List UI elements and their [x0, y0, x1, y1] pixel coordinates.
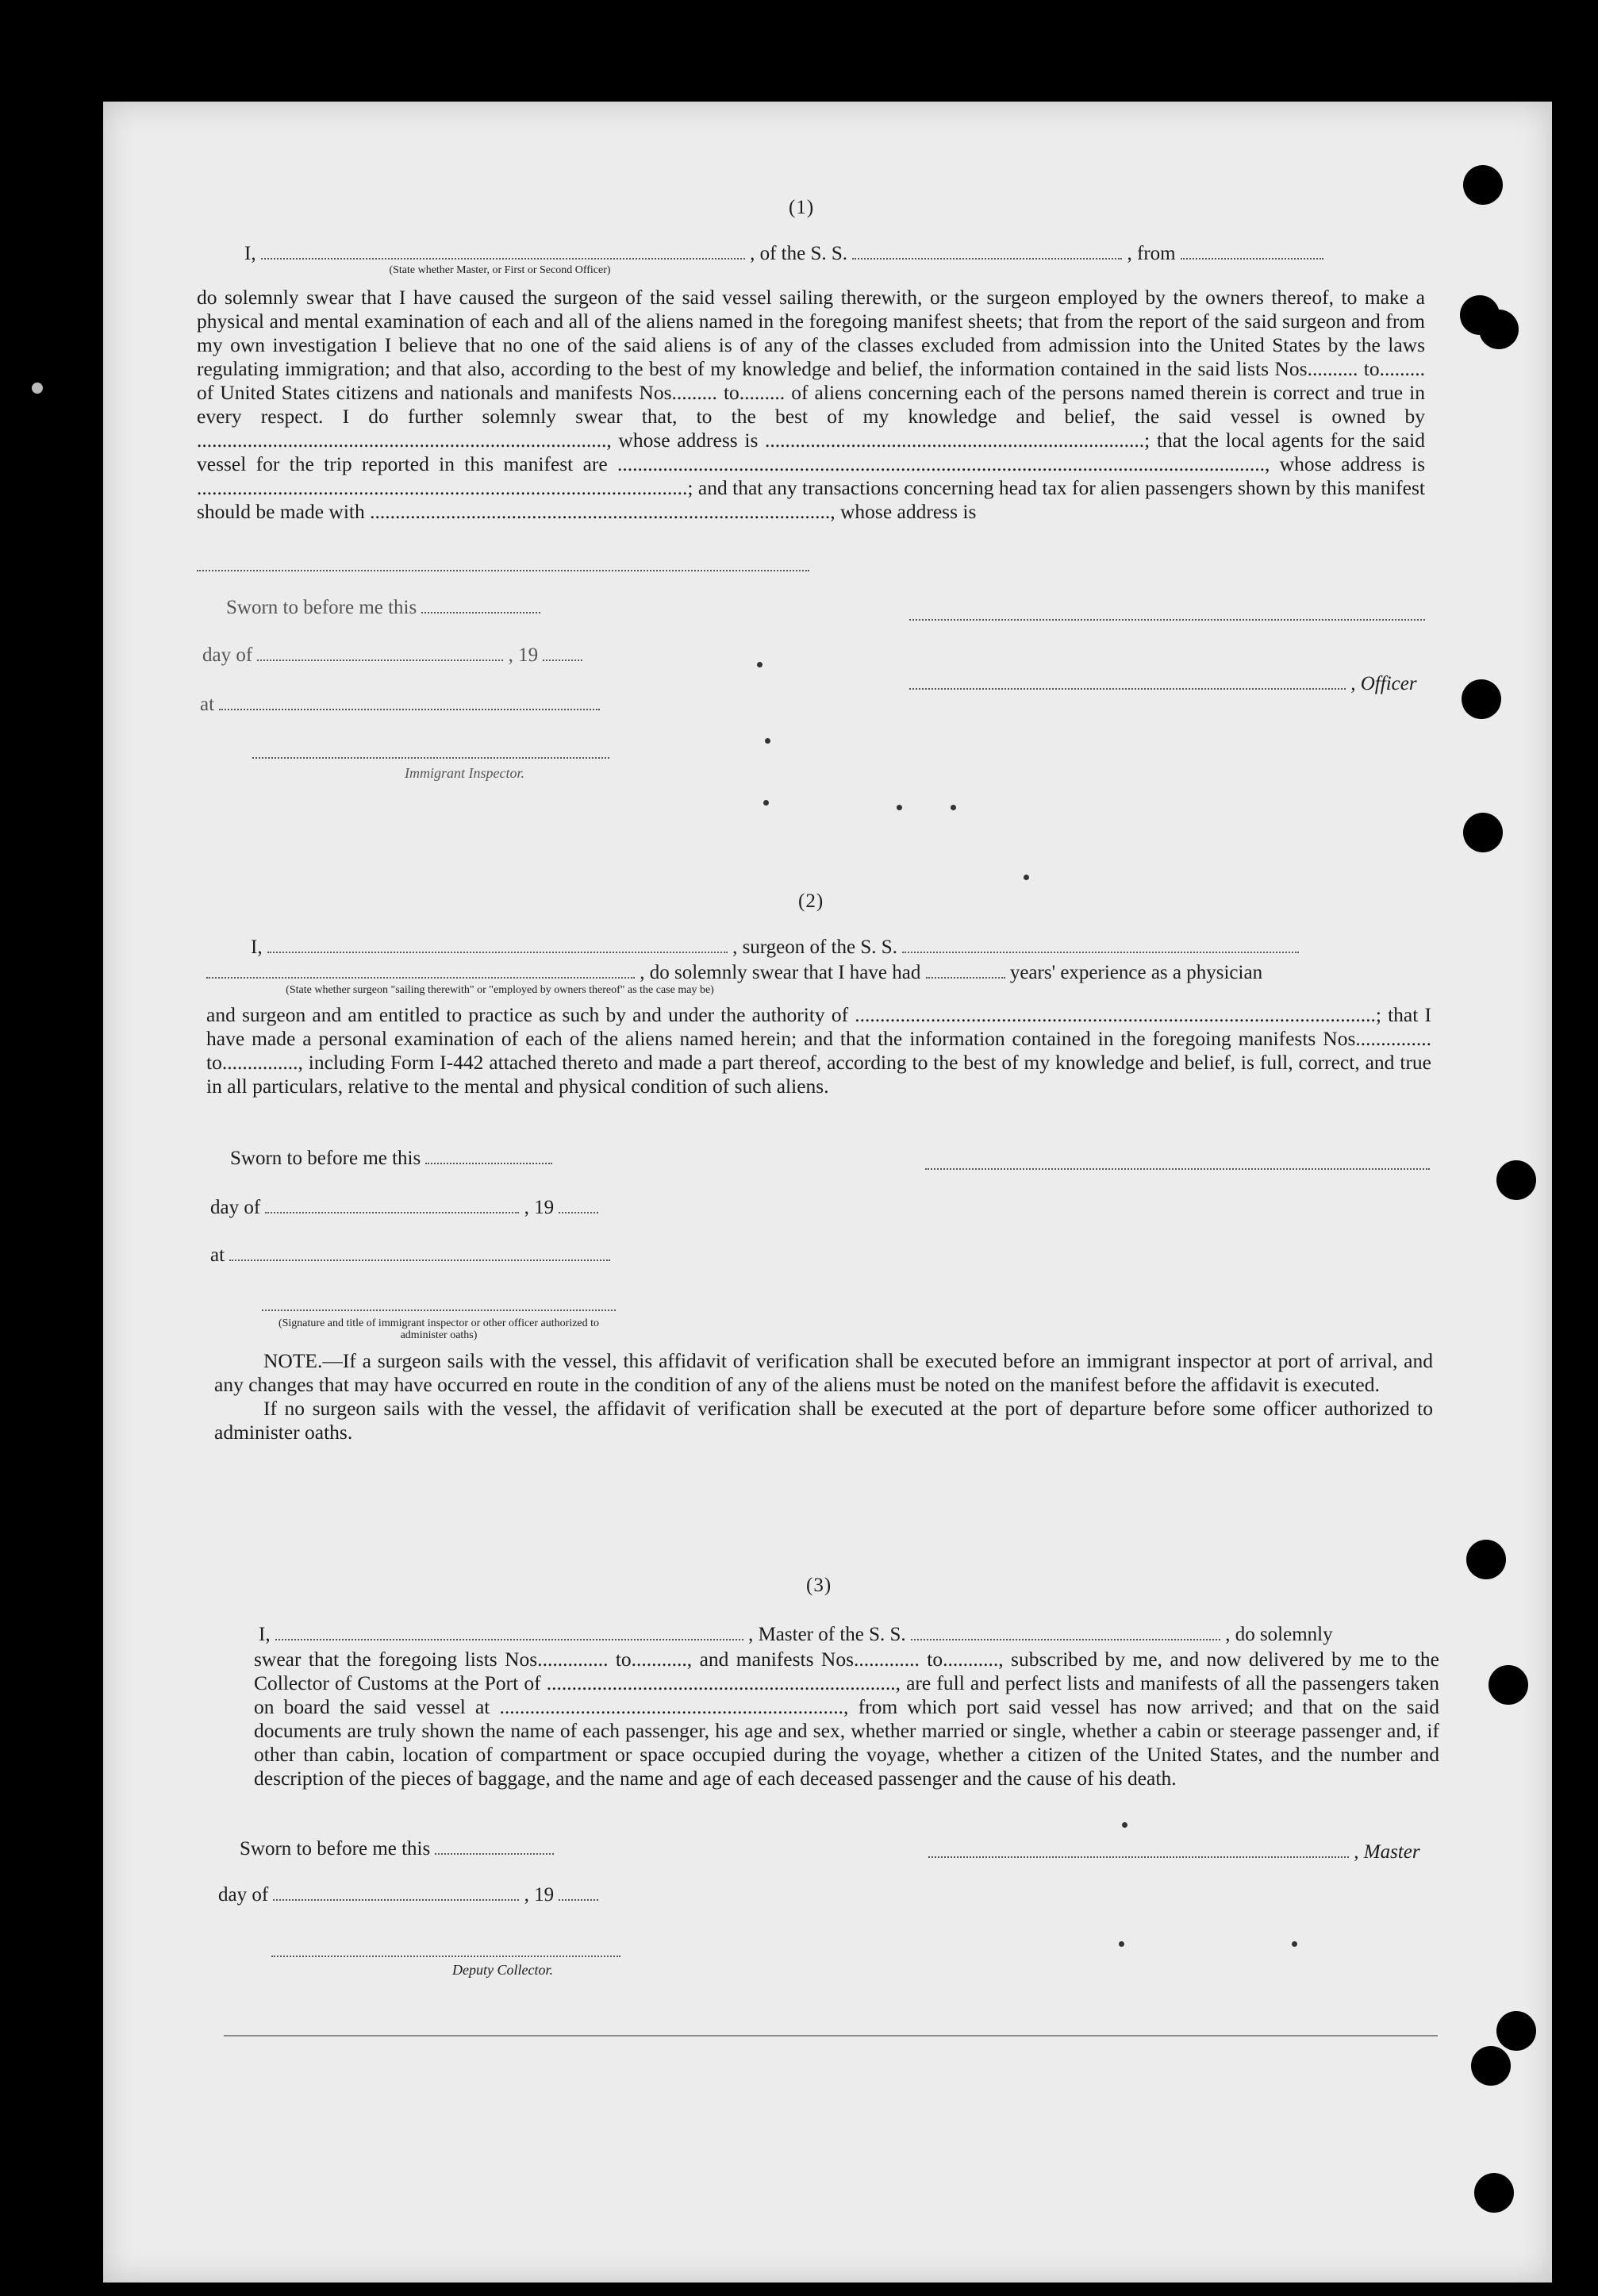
section-1-paragraph: do solemnly swear that I have caused the surgeon of the said vessel sailing therewith, or the surgeon employed by the owners thereof, to make a physical and mental examination of each and all of the aliens named in the foregoing manifest sheets; that from the report of the said surgeon and from my own investigation I believe that no one of the said aliens is of any of the classes excluded from admission into the United States by the laws regulating immigration; and that also, according to the best of my knowledge and belief, the information contained in the said lists Nos.......... to......... of United States citizens and nationals and manifests Nos......... to......... of aliens concerning each of the persons named therein is correct and true in every respect. I do further solemnly swear that, to the best of my knowledge and belief, the said vessel is owned by ................................................................................., whose address is ...........................................................................; that the local agents for the said vessel for the trip reported in this manifest are ................................................................................................................................, whose address is .................................................................................................; and that any transactions concerning head tax for alien passengers shown by this manifest should be made with ..........................................................................................., whose address is	[197, 286, 1425, 523]
pronoun-i: I,	[259, 1624, 271, 1645]
punch-hole	[1479, 310, 1519, 349]
section-1-number: (1)	[789, 197, 815, 218]
section-1-day-line	[202, 644, 582, 667]
sworn-day-field	[425, 1148, 552, 1164]
master-name-field	[275, 1625, 743, 1640]
speck	[757, 662, 763, 667]
speck	[1024, 875, 1029, 880]
bottom-divider	[224, 2035, 1438, 2036]
section-2-signature-note: (Signature and title of immigrant inspector or other officer authorized to administer oaths)	[278, 1317, 600, 1341]
speck	[1292, 1941, 1297, 1947]
inspector-signature-line	[252, 757, 609, 759]
at-label: at	[210, 1244, 225, 1266]
section-3-body: swear that the foregoing lists Nos.............. to..........., and manifests Nos............. to..........., subscribed by me, and now delivered by me to the Collector of Customs at the Port of ....................................................................., are full and perfect lists and manifests of all the passengers taken on board the said vessel at ...................................................................., from which port said vessel has now arrived; and that on the said documents are truly shown the name of each passenger, his age and sex, whether married or single, whether a cabin or steerage passenger and, if other than cabin, location of compartment or space occupied during the voyage, whether a citizen of the United States, and the number and description of the pieces of baggage, and the name and age of each deceased passenger and the cause of his death.	[254, 1648, 1439, 1790]
speck	[1122, 1822, 1127, 1828]
pronoun-i: I,	[251, 936, 263, 958]
collector-signature-line	[271, 1956, 620, 1957]
month-field	[273, 1885, 519, 1901]
day-of-label: day of	[210, 1197, 261, 1218]
punch-hole	[1496, 2011, 1536, 2051]
section-3-day-line	[218, 1884, 598, 1906]
section-2-second-line	[206, 962, 1262, 984]
do-solemnly-label: , do solemnly	[1225, 1624, 1333, 1645]
section-2-state-note: (State whether surgeon "sailing therewith" or "employed by owners thereof" as the case may be)	[286, 984, 714, 996]
years-experience-label: years' experience as a physician	[1009, 962, 1263, 983]
deputy-collector-label: Deputy Collector.	[452, 1962, 553, 1978]
punch-hole	[1466, 1540, 1506, 1579]
speck	[1119, 1941, 1124, 1947]
speck	[765, 738, 770, 744]
punch-hole	[1474, 2173, 1514, 2213]
punch-hole	[1462, 679, 1501, 719]
section-3-first-line	[259, 1624, 1333, 1646]
section-1-trailing-line	[197, 570, 809, 571]
sworn-label: Sworn to before me this	[230, 1148, 421, 1169]
sworn-day-field	[421, 598, 540, 613]
master-signature-field	[928, 1842, 1349, 1858]
officer-line	[909, 673, 1417, 695]
section-1-sworn-line	[226, 597, 540, 619]
of-ss-label: , of the S. S.	[750, 243, 848, 264]
sworn-day-field	[435, 1839, 554, 1855]
officer-signature-line	[909, 619, 1425, 621]
punch-hole	[1463, 165, 1503, 205]
section-3-sworn-line	[240, 1838, 554, 1860]
surgeon-status-field	[206, 963, 635, 979]
section-2-sworn-line	[230, 1148, 552, 1170]
section-3-number: (3)	[806, 1575, 832, 1596]
master-line	[928, 1841, 1420, 1863]
section-1-at-line	[200, 694, 600, 716]
speck	[32, 383, 43, 394]
year-field	[543, 645, 582, 661]
note-paragraph-2: If no surgeon sails with the vessel, the affidavit of verification shall be executed at the port of departure before some officer authorized to administer oaths.	[214, 1397, 1433, 1444]
speck	[763, 800, 769, 806]
section-2-first-line	[251, 936, 1299, 959]
master-label: , Master	[1354, 1841, 1420, 1863]
day-of-label: day of	[218, 1884, 269, 1906]
officer-label: , Officer	[1350, 673, 1417, 694]
officer-signature-field	[909, 674, 1346, 690]
section-2-at-line	[210, 1244, 610, 1267]
place-field	[229, 1245, 610, 1261]
do-solemnly-swear-label: , do solemnly swear that I have had	[640, 962, 921, 983]
year-field	[559, 1885, 598, 1901]
surgeon-signature-line	[925, 1168, 1430, 1170]
section-1-body	[197, 286, 1425, 524]
from-label: , from	[1127, 243, 1176, 264]
vessel-name-field	[852, 244, 1122, 260]
year-label: , 19	[524, 1884, 555, 1906]
note-paragraph-1: NOTE.—If a surgeon sails with the vessel, this affidavit of verification shall be executed before an immigrant inspector at port of arrival, and any changes that may have occurred en route in the condition of any of the aliens must be noted on the manifest before the affidavit is executed.	[214, 1349, 1433, 1396]
surgeon-name-field	[267, 937, 728, 953]
master-of-ss-label: , Master of the S. S.	[748, 1624, 906, 1645]
pronoun-i: I,	[244, 243, 256, 264]
years-field	[926, 963, 1005, 979]
section-3-vessel-field	[911, 1625, 1220, 1640]
sworn-label: Sworn to before me this	[226, 597, 417, 618]
at-label: at	[200, 694, 215, 715]
month-field	[257, 645, 503, 661]
manifest-back-page	[103, 102, 1552, 2283]
officer-name-field	[261, 244, 745, 260]
year-label: , 19	[508, 644, 539, 666]
section-2-day-line	[210, 1197, 598, 1219]
punch-hole	[1463, 813, 1503, 852]
inspector-signature-line	[262, 1310, 616, 1311]
punch-hole	[1471, 2046, 1511, 2086]
speck	[951, 805, 956, 810]
year-label: , 19	[524, 1197, 555, 1218]
section-1-state-note: (State whether Master, or First or Second Officer)	[389, 264, 611, 276]
section-1-first-line	[244, 243, 1323, 265]
speck	[897, 805, 902, 810]
section-2-number: (2)	[798, 890, 824, 912]
year-field	[559, 1198, 598, 1213]
punch-hole	[1489, 1665, 1528, 1705]
immigrant-inspector-label: Immigrant Inspector.	[405, 765, 524, 781]
place-field	[219, 694, 600, 710]
surgeon-vessel-field	[902, 937, 1299, 953]
section-2-note	[214, 1349, 1433, 1444]
day-of-label: day of	[202, 644, 253, 666]
month-field	[265, 1198, 519, 1213]
sworn-label: Sworn to before me this	[240, 1838, 431, 1859]
surgeon-of-ss-label: , surgeon of the S. S.	[732, 936, 897, 958]
port-field	[1181, 244, 1323, 260]
punch-hole	[1496, 1160, 1536, 1200]
section-2-body: and surgeon and am entitled to practice as such by and under the authority of .......................................................................................................; that I have made a personal examination of each of the aliens named herein; and that the information contained in the foregoing manifests Nos............... to..............., including Form I-442 attached thereto and made a part thereof, according to the best of my knowledge and belief, is full, correct, and true in all particulars, relative to the mental and physical condition of such aliens.	[206, 1003, 1431, 1098]
